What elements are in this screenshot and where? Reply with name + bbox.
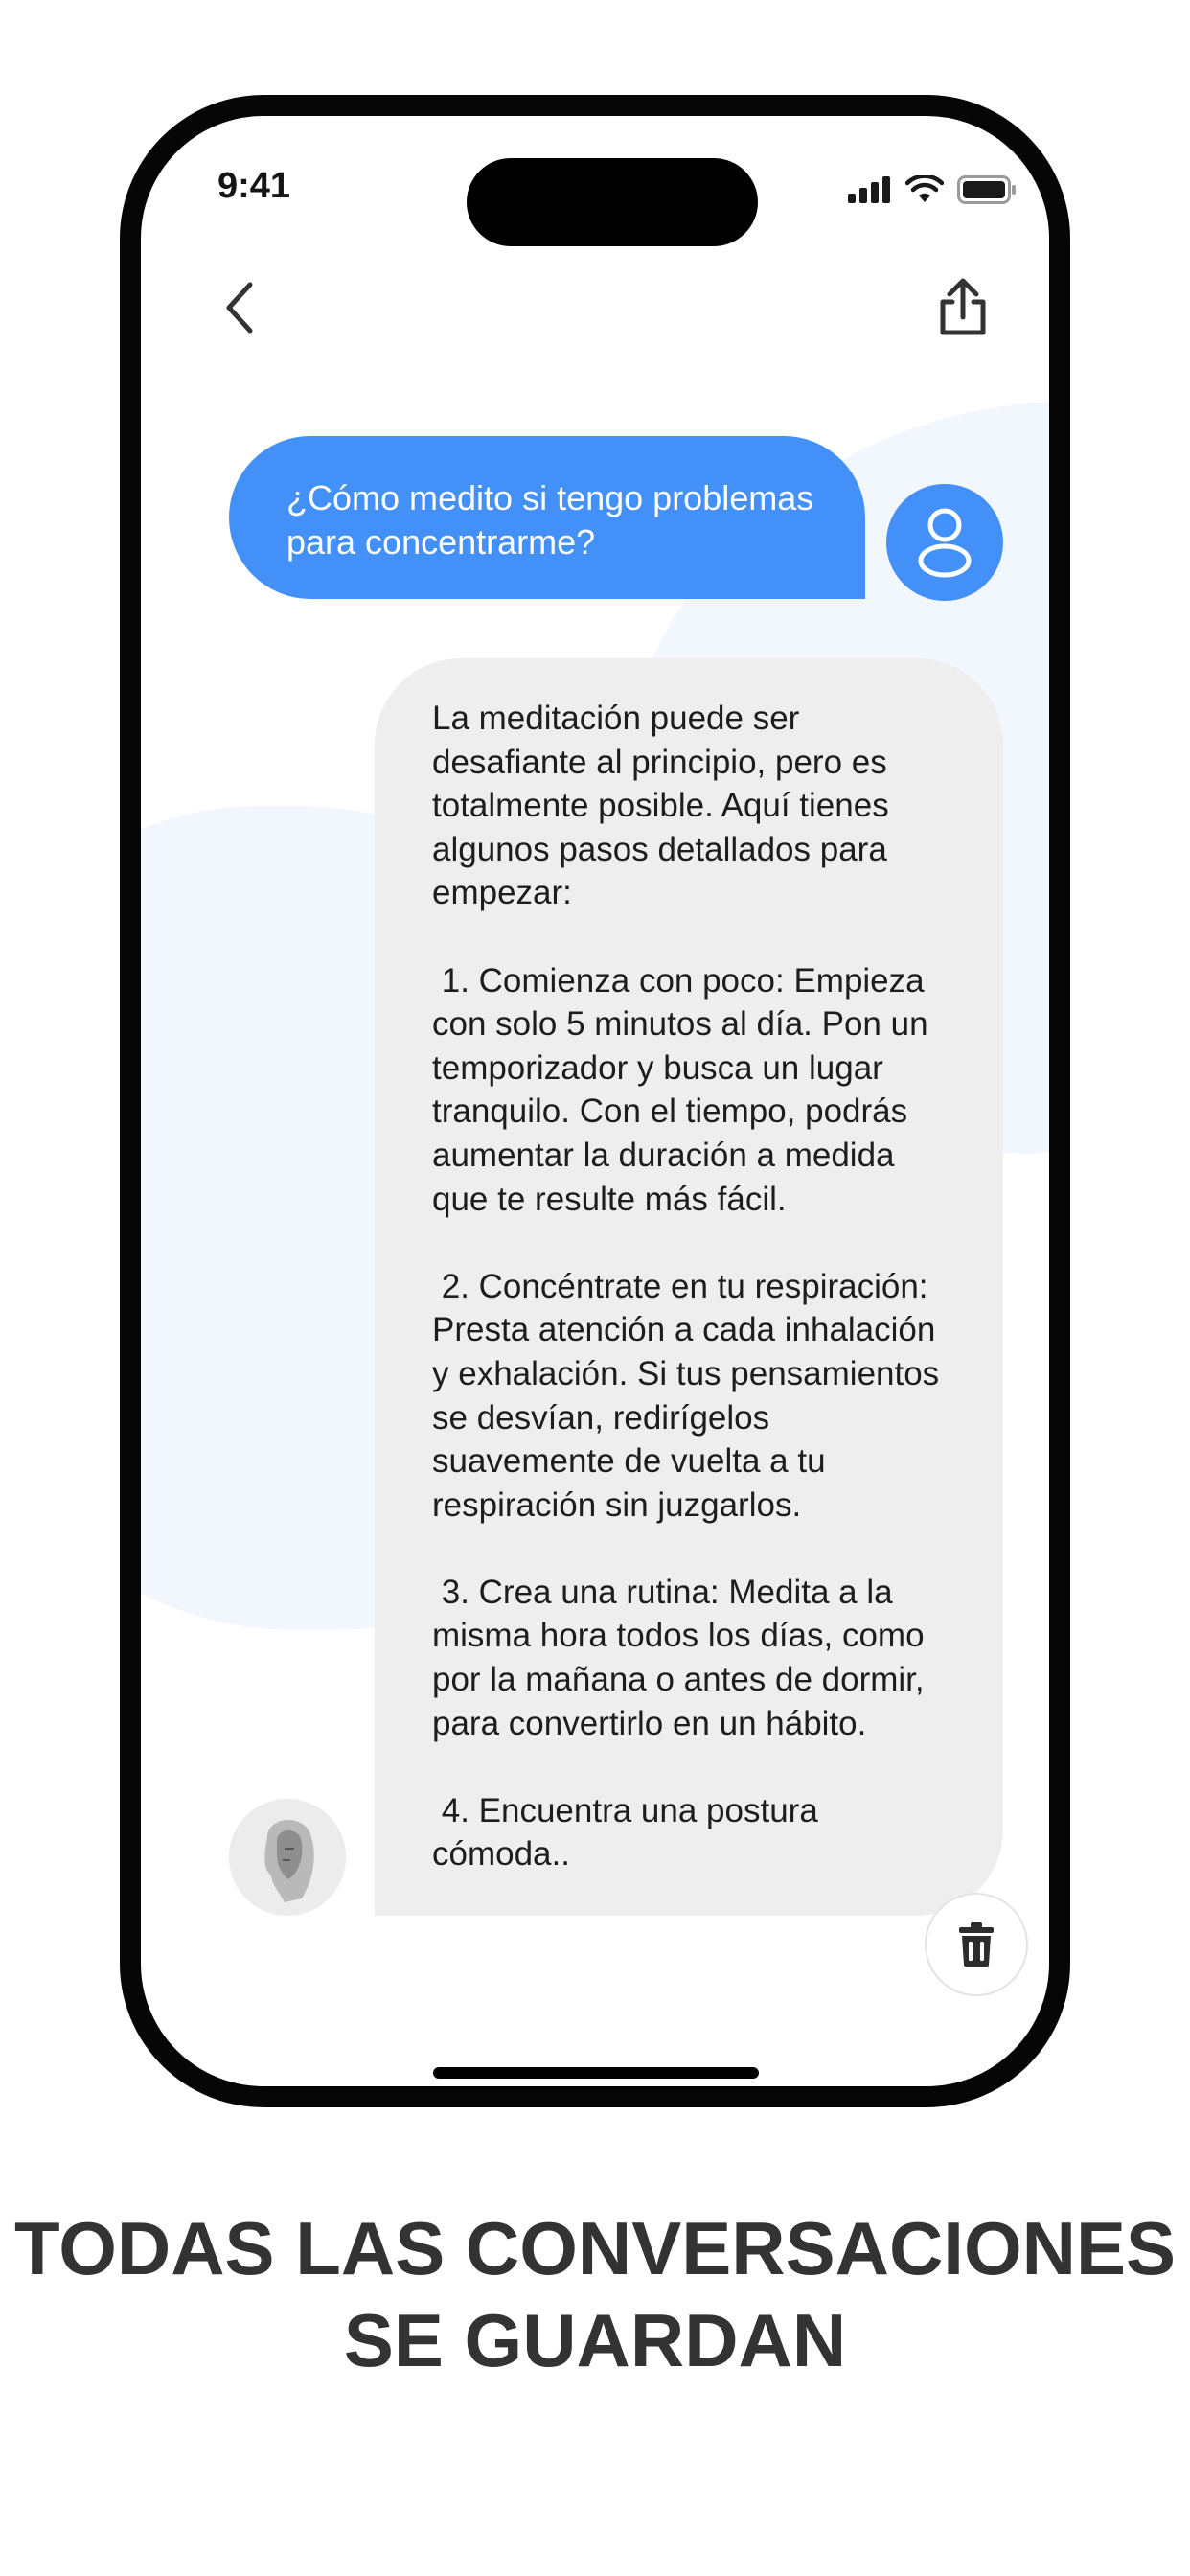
- battery-icon: [957, 175, 1017, 204]
- wifi-icon: [905, 175, 944, 204]
- trash-icon: [957, 1921, 995, 1967]
- user-avatar: [886, 484, 1003, 601]
- status-time: 9:41: [217, 166, 291, 206]
- share-icon: [935, 277, 991, 338]
- chat-screen: [141, 116, 1049, 2086]
- phone-frame: [120, 95, 1070, 2107]
- user-message-text: ¿Cómo medito si tengo problemas para concentrarme?: [286, 478, 814, 562]
- delete-button[interactable]: [925, 1893, 1028, 1996]
- caption-text: [0, 2202, 1190, 2386]
- user-message-bubble: [229, 436, 865, 599]
- share-button[interactable]: [932, 277, 994, 338]
- chevron-left-icon: [221, 281, 260, 334]
- signal-icon: [848, 176, 892, 203]
- back-button[interactable]: [210, 277, 271, 338]
- ai-portrait-icon: [229, 1799, 346, 1916]
- user-icon: [916, 506, 973, 579]
- status-icons: [848, 175, 1017, 204]
- ai-avatar: [229, 1799, 346, 1916]
- ai-message-bubble: [375, 658, 1003, 1916]
- ai-message-text: La meditación puede ser desafiante al principio, pero es totalmente posible. Aquí tienes algunos pasos detallados para empezar: 1. Comienza con poco: Empieza con solo 5 minutos al día. Pon un temporizador y busca un lugar tranquilo. Con el tiempo, podrás aumentar la duración a medida que te resulte más fácil. 2. Concéntrate en tu respiración: Presta atención a cada inhalación y exhalación. Si tus pensamientos se desvían, redirígelos suavemente de vuelta a tu respiración sin juzgarlos. 3. Crea una rutina: Medita a la misma hora todos los días, como por la mañana o antes de dormir, para convertirlo en un hábito. 4. Encuentra una postura cómoda..: [432, 700, 940, 1874]
- caption-line-1: TODAS LAS CONVERSACIONES: [13, 2206, 1177, 2290]
- caption-line-2: SE GUARDAN: [343, 2298, 847, 2382]
- home-indicator: [433, 2067, 759, 2079]
- dynamic-island: [467, 158, 758, 246]
